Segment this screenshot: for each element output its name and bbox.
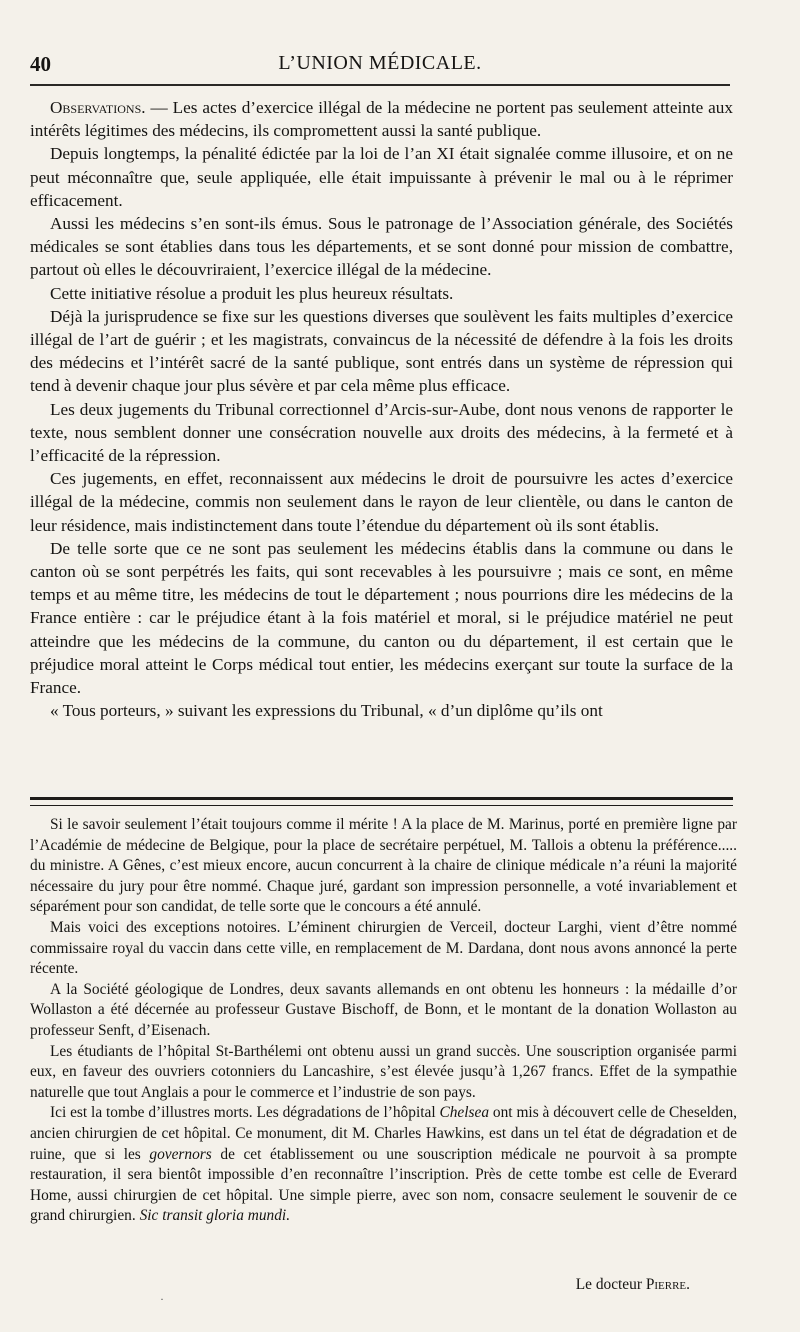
header-rule	[30, 84, 730, 86]
article-paragraph	[30, 96, 733, 142]
note-paragraph: Les étudiants de l’hôpital St-Barthélemi ont obtenu aussi un grand succès. Une souscription organisée parmi eux, en faveur des ouvriers cotonniers du Lancashire, s’est élevée jusqu’à 1,267 francs. Effet de la sympathie naturelle que tout Anglais a pour le commerce et l’industrie de son pays.	[30, 1042, 737, 1101]
article-paragraph: Les deux jugements du Tribunal correctionnel d’Arcis-sur-Aube, dont nous venons de rapporter le texte, nous semblent donner une consécration nouvelle aux droits des médecins, à la fermeté et à l’efficacité de la répression.	[30, 399, 733, 466]
note-text: de cet établissement ou une souscription médicale ne pourvoit à sa prompte restauration, il sera bientôt impossible d’en reconnaître l’inscription. Près de cette tombe est celle de Everard Home, aussi chirurgien de cet hôpital. Une simple pierre, avec son nom, consacre seulement le souvenir de ce grand chirurgien.	[30, 1145, 737, 1225]
section-heading: Observations.	[50, 98, 146, 117]
signature-prefix: Le docteur	[575, 1276, 646, 1293]
note-paragraph: Si le savoir seulement l’était toujours comme il mérite ! A la place de M. Marinus, porté en première ligne par l’Académie de médecine de Belgique, pour la place de secrétaire perpétuel, M. Tallois a obtenu la préférence..... du ministre. A Gênes, c’est mieux encore, aucun concurrent à la chaire de clinique médicale n’a réuni la majorité nécessaire du jury pour être nommé. Chaque juré, gardant son impression personnelle, a voté invariablement et séparément pour son candidat, de telle sorte que le concours a été annulé.	[30, 816, 737, 916]
italic-chelsea: Chelsea	[439, 1104, 490, 1122]
note-text: Ici est la tombe d’illustres morts. Les dégradations de l’hôpital	[50, 1104, 440, 1122]
note-paragraph: Mais voici des exceptions notoires. L’éminent chirurgien de Verceil, docteur Larghi, vient d’être nommé commissaire royal du vaccin dans cette ville, en remplacement de M. Dardana, dont nous avons annoncé la perte récente.	[30, 918, 737, 978]
article-paragraph: Ces jugements, en effet, reconnaissent aux médecins le droit de poursuivre les actes d’exercice illégal de la médecine, commis non seulement dans le rayon de leur clientèle, ou dans le canton de leur résidence, mais indistinctement dans toute l’étendue du département où ils sont établis.	[30, 469, 733, 535]
page-number: 40	[30, 52, 51, 76]
author-signature	[30, 1275, 690, 1295]
printer-mark: ·	[160, 1292, 164, 1306]
article-paragraph: Déjà la jurisprudence se fixe sur les questions diverses que soulèvent les faits multiples d’exercice illégal de l’art de guérir ; et les magistrats, convaincus de la nécessité de défendre à la fois les droits des médecins et l’intérêt sacré de la santé publique, sont entrés dans un système de répression qui tend à devenir chaque jour plus sévère et par cela même plus efficace.	[30, 306, 733, 396]
note-text: ont mis à découvert celle de Cheselden, ancien chirurgien de cet hôpital. Ce monument, dit M. Charles Hawkins, est dans un tel état de dégradation et de ruine, que si les	[30, 1104, 738, 1163]
note-paragraph	[30, 1103, 737, 1227]
feuilleton-divider	[30, 797, 733, 806]
italic-governors: governors	[149, 1145, 212, 1163]
main-article	[30, 96, 733, 722]
running-title: L’UNION MÉDICALE.	[278, 52, 482, 74]
latin-motto: Sic transit gloria mundi.	[139, 1207, 291, 1225]
article-paragraph: Aussi les médecins s’en sont-ils émus. Sous le patronage de l’Association générale, des Sociétés médicales se sont établies dans tous les départements, et se sont donné pour mission de combattre, partout où elles le découvriraient, l’exercice illégal de la médecine.	[30, 214, 733, 280]
page-header	[30, 52, 730, 82]
heading-separator: —	[145, 98, 173, 117]
feuilleton-notes	[30, 815, 737, 1227]
article-paragraph: Depuis longtemps, la pénalité édictée par la loi de l’an XI était signalée comme illusoire, et on ne peut méconnaître que, seule appliquée, elle était impuissante à prévenir le mal ou à le réprimer efficacement.	[30, 144, 733, 210]
article-paragraph: « Tous porteurs, » suivant les expressions du Tribunal, « d’un diplôme qu’ils ont	[50, 701, 603, 721]
note-paragraph: A la Société géologique de Londres, deux savants allemands en ont obtenu les honneurs : la médaille d’or Wollaston a été décernée au professeur Gustave Bischoff, de Bonn, et le montant de la donation Wollaston au professeur Senft, d’Eisenach.	[30, 980, 737, 1039]
author-name: Pierre.	[645, 1276, 690, 1293]
paragraph-text: Les actes d’exercice illégal de la médecine ne portent pas seulement atteinte aux intérêts légitimes des médecins, ils compromettent aussi la santé publique.	[30, 98, 733, 141]
article-paragraph: De telle sorte que ce ne sont pas seulement les médecins établis dans la commune ou dans le canton où se sont perpétrés les faits, qui sont recevables à les poursuivre ; mais ce sont, en même temps et au même titre, les médecins de tout le département ; nous pourrions dire les médecins de la France entière : car le préjudice étant à la fois matériel et moral, si le préjudice matériel ne peut atteindre que les médecins de la commune, du canton ou du département, il est certain que le préjudice moral atteint le Corps médical tout entier, les médecins exerçant sur toute la surface de la France.	[30, 538, 733, 698]
article-paragraph: Cette initiative résolue a produit les plus heureux résultats.	[50, 283, 454, 303]
